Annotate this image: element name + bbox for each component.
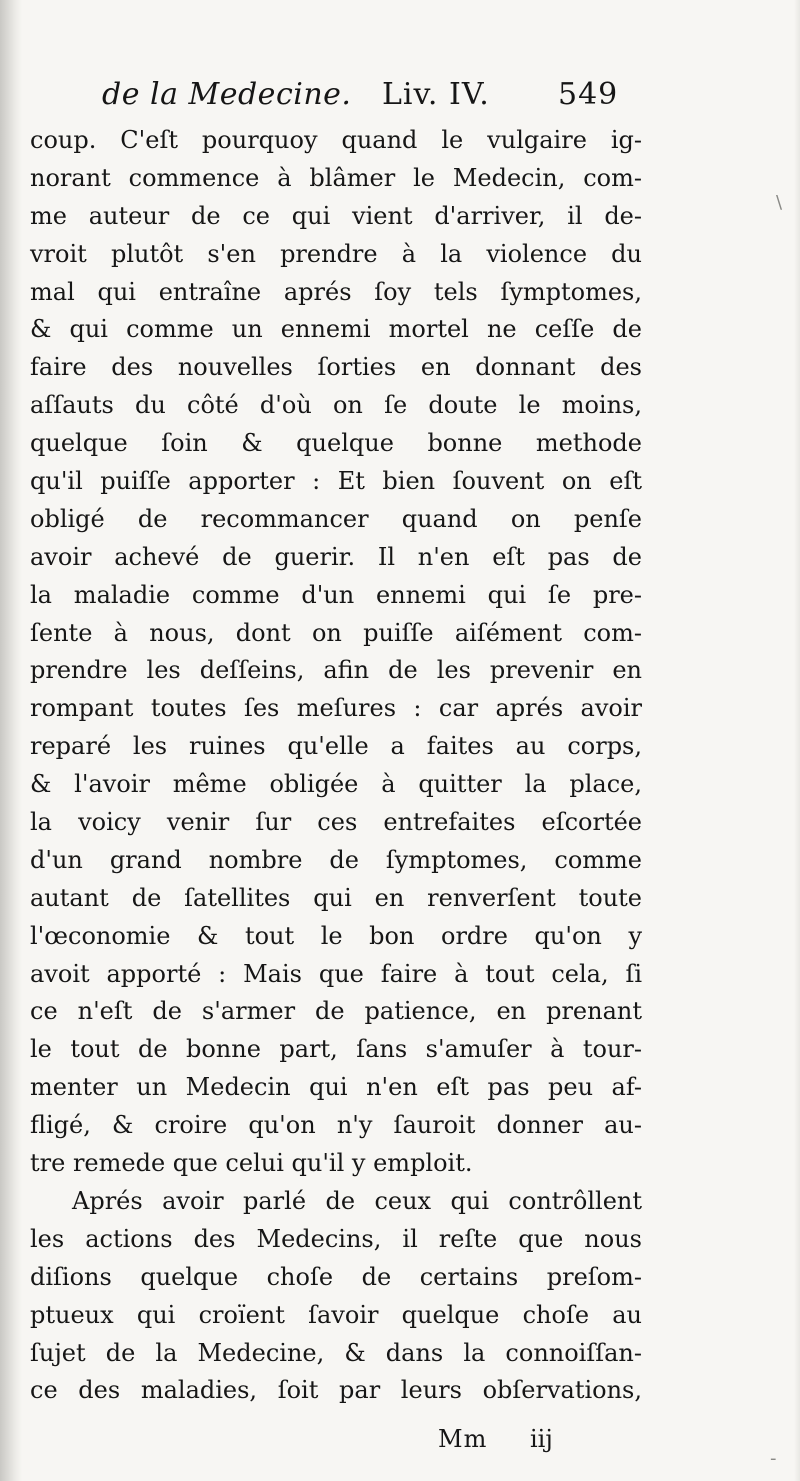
text-line: aſſauts du côté d'où on ſe doute le moins, xyxy=(30,391,642,420)
page-number: 549 xyxy=(558,77,619,112)
paragraph-2 xyxy=(30,1183,642,1410)
text-line: tre remede que celui qu'il y emploit. xyxy=(30,1149,473,1178)
page-edge xyxy=(794,0,800,1481)
text-line: vroit plutôt s'en prendre à la violence du xyxy=(30,239,642,268)
text-line: le tout de bonne part, ſans s'amuſer à tour- xyxy=(30,1035,642,1064)
text-line: avoit apporté : Mais que faire à tout cela, ſi xyxy=(30,959,642,988)
text-line: qu'il puiſſe apporter : Et bien ſouvent on eſt xyxy=(30,467,642,496)
text-line: menter un Medecin qui n'en eſt pas peu af- xyxy=(30,1073,642,1102)
text-line: ptueux qui croïent ſavoir quelque choſe au xyxy=(30,1300,642,1329)
text-line: diſions quelque choſe de certains preſom- xyxy=(30,1262,642,1291)
running-head xyxy=(30,68,642,122)
text-line: la voicy venir ſur ces entrefaites eſcortée xyxy=(30,808,642,837)
text-line: mal qui entraîne aprés ſoy tels ſymptomes, xyxy=(30,277,642,306)
text-line: fligé, & croire qu'on n'y ſauroit donner au- xyxy=(30,1111,642,1140)
text-line: rompant toutes ſes meſures : car aprés avoir xyxy=(30,694,642,723)
text-line: avoir achevé de guerir. Il n'en eſt pas de xyxy=(30,542,642,571)
catchword: iij xyxy=(530,1425,553,1454)
book-page xyxy=(30,68,642,1462)
text-line: autant de ſatellites qui en renverſent toute xyxy=(30,883,642,912)
text-line: ſujet de la Medecine, & dans la connoiſſan- xyxy=(30,1338,642,1367)
gutter-shadow xyxy=(0,0,22,1481)
text-line: obligé de recommancer quand on penſe xyxy=(30,504,642,533)
text-line: les actions des Medecins, il reſte que nous xyxy=(30,1224,642,1253)
ink-speck: - xyxy=(770,1448,777,1469)
text-line: quelque ſoin & quelque bonne methode xyxy=(30,429,642,458)
text-line: Aprés avoir parlé de ceux qui contrôllent xyxy=(72,1186,642,1215)
text-line: ſente à nous, dont on puiſſe aiſément com- xyxy=(30,618,642,647)
running-head-title: de la Medecine. xyxy=(102,77,352,112)
text-line: la maladie comme d'un ennemi qui ſe pre- xyxy=(30,580,642,609)
text-line: me auteur de ce qui vient d'arriver, il de- xyxy=(30,201,642,230)
text-line: ce des maladies, ſoit par leurs obſervations, xyxy=(30,1376,642,1405)
text-line: l'œconomie & tout le bon ordre qu'on y xyxy=(30,921,642,950)
running-head-book: Liv. IV. xyxy=(382,77,490,112)
text-line: ce n'eſt de s'armer de patience, en prenant xyxy=(30,997,642,1026)
text-line: faire des nouvelles ſorties en donnant des xyxy=(30,353,642,382)
ink-speck: \ xyxy=(776,192,783,213)
text-line: coup. C'eſt pourquoy quand le vulgaire ig- xyxy=(30,126,642,154)
text-line: & l'avoir même obligée à quitter la place, xyxy=(30,770,642,799)
text-line: norant commence à blâmer le Medecin, com- xyxy=(30,163,642,192)
text-line: & qui comme un ennemi mortel ne ceſſe de xyxy=(30,315,642,344)
text-line: prendre les deſſeins, afin de les prevenir en xyxy=(30,656,642,685)
text-line: d'un grand nombre de ſymptomes, comme xyxy=(30,845,642,874)
paragraph-1 xyxy=(30,122,642,1183)
signature-line xyxy=(30,1416,642,1462)
signature-mark: Mm xyxy=(438,1425,488,1454)
text-line: reparé les ruines qu'elle a faites au corps, xyxy=(30,732,642,761)
